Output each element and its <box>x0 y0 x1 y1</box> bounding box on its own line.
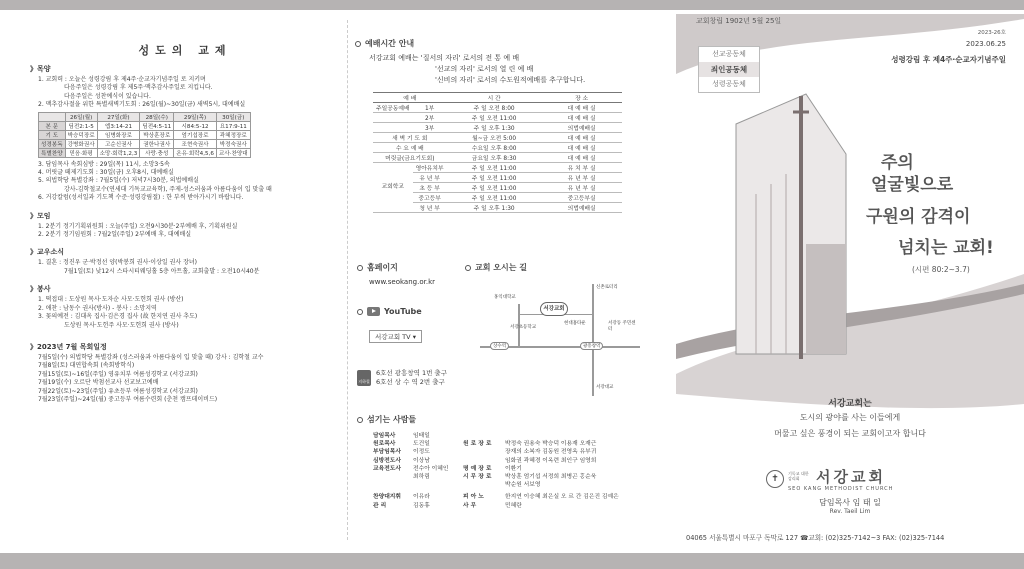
verse-line: 구원의 감격이 <box>866 207 971 227</box>
location-map <box>480 284 640 396</box>
table-cell: 박정숙권사 <box>216 139 250 148</box>
table-cell: 주 일 오전 11:00 <box>447 193 542 203</box>
middle-panel <box>355 14 670 548</box>
community-box <box>698 46 760 93</box>
staff-name: 임태일 <box>413 433 430 439</box>
table-cell: 주 일 오전 11:00 <box>447 183 542 193</box>
bullet-icon <box>357 309 363 315</box>
table-row <box>373 133 622 143</box>
notice-line: 1. 2분기 정기기획위원회 : 오늘(주일) 오전9시30분·2부예배 후, 기획위원실 <box>38 222 238 230</box>
staff-name: 이환기 <box>505 465 522 472</box>
table-cell: 교회학교 <box>373 163 413 213</box>
notice-line: 1. 떡접대 : 도상원 목사·도자순 사모·도헌희 권사 (방산) <box>38 296 184 304</box>
notice-line: 3. 담임목사 속회심방 : 29일(목) 11시, 소망3·5속 <box>38 160 170 168</box>
verse-reference: (시편 80:2~3.7) <box>912 265 970 274</box>
youtube-play-icon <box>367 307 380 316</box>
schedule-item: 7월8일(토) 대연합속회 (속회방학식) <box>38 362 135 370</box>
staff-name: 장재의 소복자 김동원 전영옥 유부귀 <box>505 449 597 456</box>
table-cell: 1부 <box>413 103 447 113</box>
worship-schedule-table <box>373 92 622 213</box>
staff-name <box>505 432 619 440</box>
table-cell: 월~금 오전 5:00 <box>447 133 542 143</box>
table-cell: 대 예 배 실 <box>542 113 622 123</box>
table-header: 29일(목) <box>174 112 217 121</box>
table-cell: 초 등 부 <box>413 183 447 193</box>
map-road <box>592 284 594 396</box>
table-cell: 소망·회락1,2,3 <box>97 148 140 157</box>
section-service: 》봉사 <box>30 285 51 294</box>
staff-name: 이상남 <box>413 457 430 464</box>
table-cell: 주 일 오후 1:30 <box>447 123 542 133</box>
section-member-news: 》교우소식 <box>30 248 65 257</box>
table-row <box>39 148 251 157</box>
table-row <box>373 163 622 173</box>
table-cell: 대 예 배 실 <box>542 103 622 113</box>
table-cell: 중고등부실 <box>542 193 622 203</box>
table-row <box>373 153 622 163</box>
liturgical-sunday: 성령강림 후 제4주·순교자기념주일 <box>891 55 1006 64</box>
directions-heading <box>465 262 527 273</box>
staff-name: 김동휴 <box>413 502 430 509</box>
bullet-icon <box>465 265 471 271</box>
table-cell: 의법예배실 <box>542 203 622 213</box>
table-cell: 유 년 부 실 <box>542 173 622 183</box>
staff-name: 이유라 <box>413 494 430 501</box>
worship-intro: '선교의 자리' 로서의 열 린 예 배 <box>435 65 534 73</box>
table-header: 28일(수) <box>140 112 174 121</box>
table-header <box>39 112 66 121</box>
map-label: 현대홈타운 <box>564 321 586 326</box>
table-row <box>39 139 251 148</box>
table-cell: 교사·찬양대 <box>216 148 250 157</box>
notice-line: 2. 애찬 : 남동수 권사(방사) - 봉사 : 소망지역 <box>38 304 157 312</box>
table-row <box>39 121 251 130</box>
notice-line: 2. 2분기 정기임원회 : 7월2일(주일) 2부예배 후, 대예배실 <box>38 231 192 239</box>
staff-heading <box>357 414 416 425</box>
notice-line: 다음주일은 성령강림 후 제5주·맥추감사주일로 지킵니다. <box>64 84 213 92</box>
map-station: 광흥창역 <box>580 342 603 350</box>
table-header: 시 간 <box>447 93 542 103</box>
table-cell <box>373 113 413 123</box>
table-cell: 주 일 오전 11:00 <box>447 113 542 123</box>
staff-name: 민혜란 <box>505 502 522 509</box>
staff-row <box>373 489 619 501</box>
table-header: 30일(금) <box>216 112 250 121</box>
fellowship-title: 성도의 교제 <box>138 44 232 57</box>
map-station: 상수역 <box>490 342 509 350</box>
table-cell: 딤전4:5-11 <box>140 121 174 130</box>
notice-line: 1. 교회력 : 오늘은 성령강림 후 제4주·순교자기념주일 로 지키며 <box>38 76 206 83</box>
staff-role <box>463 448 505 456</box>
table-cell: 3부 <box>413 123 447 133</box>
staff-row <box>373 465 619 473</box>
table-cell: 요17:9-11 <box>216 121 250 130</box>
notice-line: 다음주일은 성찬예식이 있습니다. <box>64 92 151 100</box>
notice-line: 도상원 목사·도헌주 사모·도헌희 권사 (방사) <box>64 321 179 329</box>
table-cell: 유 년 부 <box>413 173 447 183</box>
table-cell: 대 예 배 실 <box>542 153 622 163</box>
subway-line: 6호선 상 수 역 2번 출구 <box>376 378 445 386</box>
map-label: 홍익대학교 <box>494 295 516 300</box>
table-cell: 강병화권사 <box>65 139 97 148</box>
table-cell: 영아유치부 <box>413 163 447 173</box>
table-cell: 본 문 <box>39 121 66 130</box>
staff-row <box>373 473 619 481</box>
denomination: 기독교 대한감리회 <box>788 471 809 481</box>
table-row <box>373 123 622 133</box>
staff-role: 원 로 장 로 <box>463 441 492 448</box>
prayer-meeting-table <box>38 112 251 158</box>
table-cell: 특별찬양 <box>39 148 66 157</box>
worship-heading <box>355 38 670 49</box>
verse-line: 얼굴빛으로 <box>871 175 954 195</box>
subway-icon <box>357 370 371 386</box>
worship-intro: '신비의 자리' 로서의 수도원적예배를 추구합니다. <box>435 76 586 84</box>
table-cell: 사랑·충성 <box>140 148 174 157</box>
table-cell: 청 년 부 <box>413 203 447 213</box>
bottom-band <box>0 553 1024 569</box>
table-cell: 수요일 오후 8:00 <box>447 143 542 153</box>
table-cell: 박승덕장로 <box>65 130 97 139</box>
community-label: 선교공동체 <box>712 50 746 58</box>
mission-line: 도시의 광야를 사는 이들에게 <box>799 413 901 422</box>
staff-role: 사 무 <box>463 502 477 509</box>
notice-line: 3. 꽃의예전 : 김대옥 집사·김은경 집사 (故 한지연 권사 추도) <box>38 313 198 321</box>
left-panel <box>30 14 340 548</box>
staff-role: 심방전도사 <box>373 457 401 464</box>
methodist-logo-icon: ✝ <box>766 470 784 488</box>
map-label: 서강대교 <box>596 385 614 390</box>
staff-row <box>373 502 619 510</box>
subway-badge: 지하철 <box>358 379 370 384</box>
youtube-channel[interactable] <box>369 330 422 343</box>
table-cell: 믿음·화평 <box>65 148 97 157</box>
staff-heading-text: 섬기는 사람들 <box>367 415 417 424</box>
table-cell: 중고등부 <box>413 193 447 203</box>
staff-role: 찬양대지휘 <box>373 494 401 501</box>
table-row <box>373 103 622 113</box>
schedule-item: 7월19일(수) 오르단 박첨선교사 선교보고예배 <box>38 379 159 387</box>
staff-role <box>463 432 505 440</box>
bulletin-date: 2023.06.25 <box>965 40 1006 48</box>
table-cell: 곽혜정장로 <box>216 130 250 139</box>
staff-role: 담임목사 <box>373 433 396 439</box>
table-cell: 대 예 배 실 <box>542 143 622 153</box>
fold-line <box>347 20 348 540</box>
staff-name: 박정숙 권용숙 박승덕 이용재 오재근 <box>505 441 597 448</box>
table-cell: 엡3:14-21 <box>97 121 140 130</box>
church-name-en: SEO KANG METHODIST CHURCH <box>788 486 894 492</box>
notice-line: 5. 의법학당 특별강좌 : 7월5일(수) 저녁7시30분, 의법예배실 <box>38 177 199 185</box>
table-row <box>373 113 622 123</box>
homepage-url[interactable]: www.seokang.or.kr <box>369 278 435 286</box>
homepage-heading-text: 홈페이지 <box>367 263 398 272</box>
staff-name: 전수아 이혜인 <box>413 465 449 472</box>
staff-name: 한지연 이승혜 최은실 오 르 간 김은진 김예은 <box>505 494 619 501</box>
staff-name: 박상훈 엄기섭 서정희 최병곤 홍순욱 <box>505 474 597 481</box>
issue-number: 2023-26호 <box>977 30 1006 36</box>
table-cell: 유 년 부 실 <box>542 183 622 193</box>
table-cell: 조현숙권사 <box>174 139 217 148</box>
notice-line: 6. 거강칼럼(성서일과 기도책 수준·성령강림절) : 한 부씩 받아가시기 바랍니다. <box>38 194 244 202</box>
map-label: 신촌로터리 <box>596 285 618 290</box>
mission-title: 서강교회는 <box>828 399 872 409</box>
notice-line: 7월1일(토) 낮12시 스타시티웨딩홀 5층 아트홀, 교회출발 : 오전10시40분 <box>64 267 260 275</box>
staff-role: 교육전도사 <box>373 465 401 472</box>
schedule-item: 7월15일(토)~16일(주일) 영유치부 여름성경학교 (서강교회) <box>38 370 198 378</box>
staff-role: 관 리 <box>373 502 387 509</box>
table-header: 26일(월) <box>65 112 97 121</box>
table-cell: 새 벽 기 도 회 <box>373 133 447 143</box>
table-cell: 수 요 예 배 <box>373 143 447 153</box>
table-cell <box>373 123 413 133</box>
bullet-icon <box>357 417 363 423</box>
schedule-item: 7월23일(주일)~24일(월) 중고등부 여름수련회 (춘천 캠프데이비드) <box>38 395 218 403</box>
section-july-schedule: 》2023년 7월 목회일정 <box>30 342 107 351</box>
staff-name: 최하림 <box>413 474 430 481</box>
table-cell: 주일공동예배 <box>373 103 413 113</box>
map-church-marker: 서강교회 <box>540 302 568 316</box>
schedule-item: 7월5일(수) 의법학당 특별강좌 (성스러움과 아름다움이 입 맞출 때) 강사 : 김학철 교수 <box>38 353 264 361</box>
notice-line: 2. 맥추감사절을 위한 특별새벽기도회 : 26일(월)~30일(금) 새벽5시, 대예배실 <box>38 101 246 109</box>
notice-line: 1. 결혼 : 정진우 군·박정선 양(박봉희 권사·이상일 권사 장녀) <box>38 259 198 267</box>
staff-role: 명 예 장 로 <box>463 465 492 472</box>
youtube-label: YouTube <box>384 307 422 316</box>
youtube-heading <box>357 307 422 316</box>
section-pastoral: 》목양 <box>30 65 51 73</box>
table-cell: 시84:5-12 <box>174 121 217 130</box>
staff-row <box>373 440 619 448</box>
senior-pastor: 담임목사 임 태 일 <box>819 498 881 507</box>
table-cell: 금요일 오후 8:30 <box>447 153 542 163</box>
community-label: 죄인공동체 <box>699 62 759 77</box>
table-cell: 성경봉독 <box>39 139 66 148</box>
staff-row <box>373 481 619 489</box>
chevron-down-icon: ▾ <box>412 333 416 341</box>
cover-panel <box>676 14 1024 548</box>
worship-heading-text: 예배시간 안내 <box>365 39 415 48</box>
staff-role <box>373 473 413 481</box>
staff-role: 부담임목사 <box>373 449 401 456</box>
staff-name: 도건일 <box>413 441 430 448</box>
table-cell: 주 일 오후 1:30 <box>447 203 542 213</box>
senior-pastor-en: Rev. Taeil Lim <box>829 508 871 515</box>
top-band <box>0 0 1024 10</box>
staff-row <box>373 448 619 456</box>
table-cell: 엄기섭장로 <box>174 130 217 139</box>
table-cell: 주 일 오전 11:00 <box>447 163 542 173</box>
subway-info <box>357 369 447 387</box>
table-cell: 주 일 오전 11:00 <box>447 173 542 183</box>
staff-role: 시 무 장 로 <box>463 474 492 481</box>
mission-line: 머물고 싶은 풍경이 되는 교회이고자 합니다 <box>774 429 926 438</box>
staff-role <box>373 481 413 489</box>
table-cell: 임병화장로 <box>97 130 140 139</box>
notice-line: 강사-김학철교수(연세대 기독교교육학), 주제-성스러움과 아름다움이 입 맞출 때 <box>64 185 272 193</box>
youtube-channel-text: 서강교회 TV <box>375 333 411 341</box>
section-meetings: 》모임 <box>30 211 51 220</box>
table-row <box>39 130 251 139</box>
table-cell: 딤전2:1-5 <box>65 121 97 130</box>
table-header: 예 배 <box>373 93 447 103</box>
staff-role <box>463 481 505 489</box>
church-address: 04065 서울특별시 마포구 독막로 127 ☎교회: (02)325-7142~3 FAX: (02)325-7144 <box>686 534 945 542</box>
table-cell: 고순신권사 <box>97 139 140 148</box>
table-cell: 권한나권사 <box>140 139 174 148</box>
youtube-channel-box[interactable] <box>369 324 422 343</box>
table-cell: 대 예 배 실 <box>542 133 622 143</box>
directions-heading-text: 교회 오시는 길 <box>475 263 527 272</box>
table-cell: 기 도 <box>39 130 66 139</box>
staff-role: 원로목사 <box>373 441 396 448</box>
staff-row <box>373 457 619 465</box>
bullet-icon <box>357 265 363 271</box>
staff-row <box>373 432 619 440</box>
staff-name: 박순원 서보영 <box>505 482 541 489</box>
church-tower <box>806 244 846 354</box>
verse-line: 넘치는 교회! <box>898 238 994 258</box>
table-cell: 머릿글(금요기도회) <box>373 153 447 163</box>
church-name: 서강교회 <box>816 468 886 486</box>
verse-line: 주의 <box>881 153 914 173</box>
homepage-heading <box>357 262 398 273</box>
subway-line: 6호선 광흥창역 1번 출구 <box>376 369 447 377</box>
table-cell: 온유·회락4,5,6 <box>174 148 217 157</box>
table-cell: 주 일 오전 8:00 <box>447 103 542 113</box>
staff-name: 임화권 곽혜경 이옥련 최인구 임영희 <box>505 457 597 464</box>
map-label: 서강동 주민센터 <box>608 321 636 332</box>
staff-role: 피 아 노 <box>463 494 484 501</box>
worship-intro: 서강교회 예배는 '질서의 자리' 로서의 전 통 예 배 <box>369 54 520 62</box>
church-founded: 교회창립 1902년 5월 25일 <box>696 17 782 25</box>
table-header: 27일(화) <box>97 112 140 121</box>
table-cell: 박상훈장로 <box>140 130 174 139</box>
staff-table <box>373 432 619 510</box>
table-cell: 의법예배실 <box>542 123 622 133</box>
table-cell: 2부 <box>413 113 447 123</box>
staff-role <box>463 457 505 465</box>
schedule-item: 7월22일(토)~23일(주일) 유초등부 여름성경학교 (서강교회) <box>38 387 198 395</box>
notice-line: 4. 머릿글 떼제기도회 : 30일(금) 오후8시, 대예배실 <box>38 169 174 177</box>
community-label: 성령공동체 <box>712 80 746 88</box>
table-row <box>373 143 622 153</box>
table-header: 장 소 <box>542 93 622 103</box>
staff-name <box>413 481 463 489</box>
staff-name: 이정도 <box>413 449 430 456</box>
bullet-icon <box>355 41 361 47</box>
table-cell: 유 치 부 실 <box>542 163 622 173</box>
map-label: 서강초등학교 <box>510 325 537 330</box>
